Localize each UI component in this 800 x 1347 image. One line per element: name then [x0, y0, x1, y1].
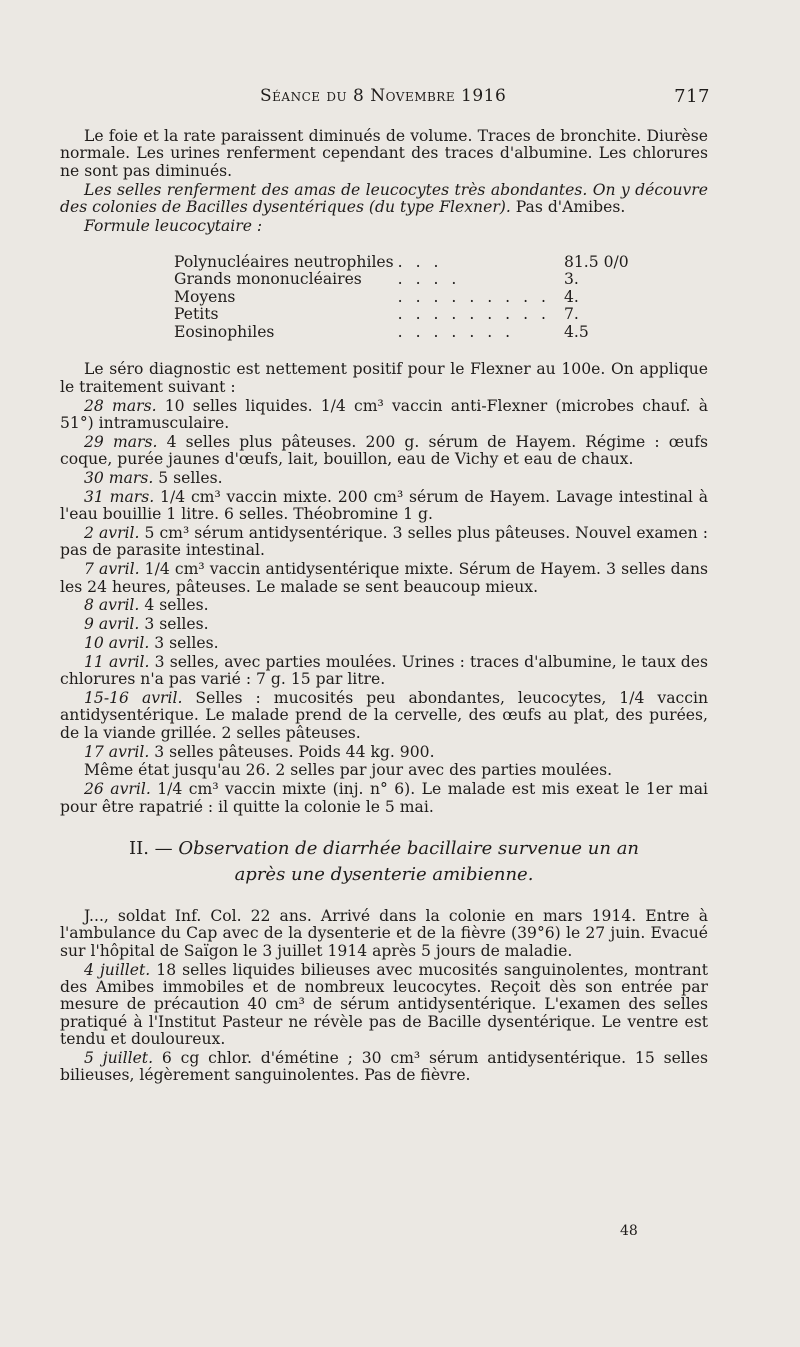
entry-date: 7 avril.	[84, 560, 140, 579]
leucocyte-row	[174, 324, 629, 342]
leader-dots: . . . . . . .	[397, 322, 515, 341]
entry-paragraph	[60, 762, 708, 779]
leucocyte-value: 3.	[563, 270, 579, 289]
paragraph-text-italic: Les selles renferment des amas de leucocytes très abondantes. On y découvre des colonies de Bacilles dysentériques (du type Flexner).	[60, 180, 708, 217]
entry-text: 4 selles.	[139, 596, 209, 615]
entry-text: 3 selles.	[139, 615, 209, 634]
entry-text: 1/4 cm³ vaccin antidysentérique mixte. Sérum de Hayem. 3 selles dans les 24 heures, pâteuses. Le malade se sent beaucoup mieux.	[60, 560, 708, 596]
entry-text: 1/4 cm³ vaccin mixte. 200 cm³ sérum de Hayem. Lavage intestinal à l'eau bouillie 1 litre. 6 selles. Théobromine 1 g.	[60, 487, 709, 524]
section-number: II. —	[128, 837, 179, 859]
entry-text: 3 selles.	[149, 633, 219, 652]
leucocyte-value: 81.5 0/0	[563, 252, 629, 271]
leucocyte-table	[174, 254, 629, 342]
entry-date: 30 mars.	[84, 468, 154, 487]
entry-date: 4 juillet.	[84, 960, 151, 979]
entry-text: 6 cg chlor. d'émétine ; 30 cm³ sérum antidysentérique. 15 selles bilieuses, légèrement sanguinolentes. Pas de fièvre.	[60, 1048, 708, 1085]
page-number: 717	[674, 86, 710, 107]
entry-text: Selles : mucosités peu abondantes, leucocytes, 1/4 vaccin antidysentérique. Le malade prend de la cervelle, des œufs au plat, des purées, de la viande grillée. 2 selles pâteuses.	[60, 688, 708, 742]
leucocyte-value: 4.5	[563, 322, 589, 341]
entry-text: 10 selles liquides. 1/4 cm³ vaccin anti-Flexner (microbes chauf. à 51°) intramusculaire.	[60, 396, 708, 432]
entry-paragraph	[60, 470, 708, 487]
entry-text: J..., soldat Inf. Col. 22 ans. Arrivé dans la colonie en mars 1914. Entre à l'ambulance du Cap avec de la dysenterie et de la fièvre (39°6) le 27 juin. Evacué sur l'hôpital de Saïgon le 3 juillet 1914 après 5 jours de maladie.	[60, 906, 708, 960]
entry-paragraph	[60, 654, 708, 689]
leucocyte-name: Moyens	[174, 287, 236, 306]
entry-paragraph	[60, 434, 708, 469]
entry-date: 31 mars.	[84, 487, 155, 506]
entry-date: 17 avril.	[84, 742, 150, 761]
entry-paragraph	[60, 597, 708, 614]
entry-date: 28 mars.	[84, 396, 157, 415]
observation-2-list	[60, 908, 708, 1085]
entry-paragraph	[60, 525, 708, 560]
leucocyte-value: 4.	[563, 287, 579, 306]
entry-date: 15-16 avril.	[84, 688, 183, 707]
leader-dots: . . . . . . . . .	[397, 305, 550, 324]
header-title: Séance du 8 Novembre 1916	[260, 86, 507, 106]
leucocyte-name: Eosinophiles	[174, 322, 275, 341]
section-heading	[60, 836, 708, 888]
entry-paragraph	[60, 908, 708, 960]
entry-date: 26 avril.	[84, 780, 151, 799]
entry-text: 4 selles plus pâteuses. 200 g. sérum de Hayem. Régime : œufs coque, purée jaunes d'œufs, lait, bouillon, eau de Vichy et eau de chaux.	[60, 432, 708, 469]
leucocyte-row	[174, 271, 629, 289]
entries-list	[60, 398, 708, 816]
leucocyte-name: Grands mononucléaires	[174, 270, 362, 289]
signature-mark: 48	[620, 1223, 638, 1239]
leucocyte-name: Polynucléaires neutrophiles	[174, 252, 394, 271]
entry-paragraph	[60, 398, 708, 433]
running-header	[60, 84, 710, 116]
entry-paragraph	[60, 635, 708, 652]
entry-date: 9 avril.	[84, 615, 140, 634]
leucocyte-row	[174, 306, 629, 324]
entry-date: 29 mars.	[84, 432, 158, 451]
entry-date: 10 avril.	[84, 633, 150, 652]
entry-paragraph	[60, 690, 708, 742]
entry-paragraph	[60, 616, 708, 633]
leucocyte-value: 7.	[563, 305, 579, 324]
entry-paragraph	[60, 489, 708, 524]
entry-text: 1/4 cm³ vaccin mixte (inj. n° 6). Le malade est mis exeat le 1er mai pour être rapatrié : il quitte la colonie le 5 mai.	[60, 780, 709, 816]
entry-paragraph	[60, 744, 708, 761]
entry-text: 3 selles pâteuses. Poids 44 kg. 900.	[149, 742, 435, 761]
entry-text: Même état jusqu'au 26. 2 selles par jour avec des parties moulées.	[84, 761, 613, 780]
entry-text: 5 cm³ sérum antidysentérique. 3 selles plus pâteuses. Nouvel examen : pas de parasite intestinal.	[60, 523, 708, 560]
formula-label: Formule leucocytaire :	[84, 217, 263, 236]
leucocyte-row	[174, 289, 629, 307]
body-text	[60, 128, 708, 1086]
leader-dots: . . . . . . . . .	[397, 287, 550, 306]
paragraph	[60, 182, 708, 217]
leucocyte-name: Petits	[174, 305, 219, 324]
entry-date: 8 avril.	[84, 596, 140, 615]
entry-date: 5 juillet.	[84, 1048, 154, 1067]
paragraph	[60, 128, 708, 180]
paragraph-text: Le foie et la rate paraissent diminués de volume. Traces de bronchite. Diurèse normale. Les urines renferment cependant des traces d'albumine. Les chlorures ne sont pas diminués.	[60, 127, 708, 180]
entry-paragraph	[60, 962, 708, 1049]
leader-dots: . . .	[397, 252, 443, 271]
paragraph-serodiag: Le séro diagnostic est nettement positif pour le Flexner au 100e. On applique le traitement suivant :	[60, 360, 708, 396]
entry-paragraph	[60, 781, 708, 816]
leucocyte-row	[174, 254, 629, 272]
entry-paragraph	[60, 561, 708, 596]
section-title-line1: Observation de diarrhée bacillaire survenue un an	[178, 837, 640, 859]
entry-text: 18 selles liquides bilieuses avec mucosités sanguinolentes, montrant des Amibes immobiles et de nombreux leucocytes. Reçoit dès son entrée par mesure de précaution 40 cm³ de sérum antidysentérique. L'examen des selles pratiqué à l'Institut Pasteur ne révèle pas de Bacille dysentérique. Le ventre est tendu et douloureux.	[60, 960, 708, 1049]
leader-dots: . . . .	[397, 270, 461, 289]
entry-text: 3 selles, avec parties moulées. Urines : traces d'albumine, le taux des chlorures n'a pas varié : 7 g. 15 par litre.	[60, 652, 708, 689]
paragraph-text: Pas d'Amibes.	[510, 198, 626, 217]
section-title-line2: après une dysenterie amibienne.	[234, 863, 534, 885]
entry-date: 11 avril.	[84, 652, 150, 671]
entry-text: 5 selles.	[153, 468, 223, 487]
entry-date: 2 avril.	[84, 523, 140, 542]
entry-paragraph	[60, 1050, 708, 1085]
